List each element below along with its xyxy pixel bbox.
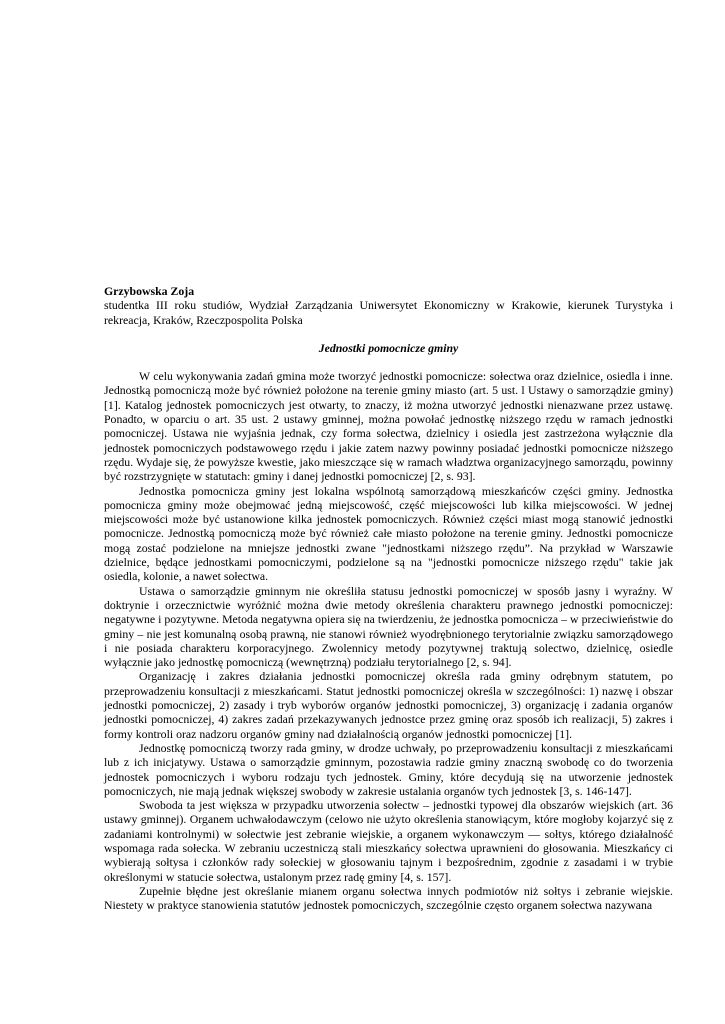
- author-name: Grzybowska Zoja: [104, 284, 195, 298]
- paragraph-2: Jednostka pomocnicza gminy jest lokalna wspólnotą samorządową mieszkańców części gminy. Jednostka pomocnicza gminy może obejmować jedną miejscowość, część miejscowości lub kilka miejscowości. W jednej miejscowości może być ustanowione kilka jednostek pomocniczych. Również części miast mogą stanowić jednostki pomocnicze. Jednostką pomocniczą może być również całe miasto położone na terenie gminy. Jednostki pomocnicze mogą zostać podzielone na mniejsze jednostki zwane "jednostkami niższego rzędu”. Na przykład w Warszawie dzielnice, będące jednostkami pomocniczymi, podzielone są na "jednostki pomocnicze niższego rzędu" takie jak osiedla, kolonie, a nawet sołectwa.: [104, 483, 673, 584]
- document-title: Jednostki pomocnicze gminy: [318, 340, 459, 355]
- author-affiliation: studentka III roku studiów, Wydział Zarządzania Uniwersytet Ekonomiczny w Krakowie, kierunek Turystyka i rekreacja, Kraków, Rzeczpospolita Polska: [104, 298, 673, 327]
- paragraph-1: W celu wykonywania zadań gmina może tworzyć jednostki pomocnicze: sołectwa oraz dzielnice, osiedla i inne. Jednostką pomocniczą może być również położone na terenie gminy miasto (art. 5 ust. l Ustawy o samorządzie gminy) [1]. Katalog jednostek pomocniczych jest otwarty, to znaczy, iż można utworzyć jednostki nienazwane przez ustawę. Ponadto, w oparciu o art. 35 ust. 2 ustawy gminnej, można powołać jednostkę niższego rzędu w ramach jednostki pomocniczej. Ustawa nie wyjaśnia jednak, czy forma sołectwa, dzielnicy i osiedla jest zastrzeżona wyłącznie dla jednostek pomocniczych podstawowego rzędu i jakie zatem nazwy powinny posiadać jednostki pomocnicze niższego rzędu. Wydaje się, że powyższe kwestie, jako mieszczące się w ramach władztwa organizacyjnego samorządu, powinny być rozstrzygnięte w statutach: gminy i danej jednostki pomocniczej [2, s. 93].: [104, 369, 673, 484]
- paragraph-3: Ustawa o samorządzie gminnym nie określiła statusu jednostki pomocniczej w sposób jasny i wyraźny. W doktrynie i orzecznictwie wyróżnić można dwie metody określenia charakteru prawnego jednostki pomocniczej: negatywne i pozytywne. Metoda negatywna opiera się na twierdzeniu, że jednostka pomocnicza – w przeciwieństwie do gminy – nie jest komunalną osobą prawną, nie stanowi również wyodrębnionego terytorialnie związku samorządowego i nie posiada charakteru korporacyjnego. Zwolennicy metody pozytywnej traktują solectwo, dzielnicę, osiedle wyłącznie jako jednostkę pomocniczą (wewnętrzną) podziału terytorialnego [2, s. 94].: [104, 583, 673, 670]
- document-page: [104, 284, 673, 912]
- paragraph-4: Organizację i zakres działania jednostki pomocniczej określa rada gminy odrębnym statutem, po przeprowadzeniu konsultacji z mieszkańcami. Statut jednostki pomocniczej określa w szczególności: 1) nazwę i obszar jednostki pomocniczej, 2) zasady i tryb wyborów organów jednostki pomocniczej, 3) organizację i zadania organów jednostki pomocniczej, 4) zakres zadań przekazywanych jednostce przez gminę oraz sposób ich realizacji, 5) zakres i formy kontroli oraz nadzoru organów gminy nad działalnością organów jednostki pomocniczej [1].: [104, 669, 673, 741]
- paragraph-7: Zupełnie błędne jest określanie mianem organu sołectwa innych podmiotów niż sołtys i zebranie wiejskie. Niestety w praktyce stanowienia statutów jednostek pomocniczych, szczególnie często organem sołectwa nazywana: [104, 883, 673, 913]
- paragraph-5: Jednostkę pomocniczą tworzy rada gminy, w drodze uchwały, po przeprowadzeniu konsultacji z mieszkańcami lub z ich inicjatywy. Ustawa o samorządzie gminnym, pozostawia radzie gminy znaczną swobodę co do tworzenia jednostek pomocniczych i wyboru rodzaju tych jednostek. Gminy, które decydują się na utworzenie jednostek pomocniczych, nie mają jednak większej swobody w zakresie ustalania organów tych jednostek [3, s. 146-147].: [104, 740, 673, 798]
- paragraph-6: Swoboda ta jest większa w przypadku utworzenia sołectw – jednostki typowej dla obszarów wiejskich (art. 36 ustawy gminnej). Organem uchwałodawczym (celowo nie użyto określenia stanowiącym, które mogłoby kojarzyć się z zadaniami kontrolnymi) w sołectwie jest zebranie wiejskie, a organem wykonawczym — sołtys, którego działalność wspomaga rada sołecka. W zebraniu uczestniczą stali mieszkańcy sołectwa uprawnieni do głosowania. Mieszkańcy ci wybierają sołtysa i członków rady sołeckiej w głosowaniu tajnym i bezpośrednim, zgodnie z zasadami i w trybie określonymi w statucie sołectwa, ustalonym przez radę gminy [4, s. 157].: [104, 798, 673, 884]
